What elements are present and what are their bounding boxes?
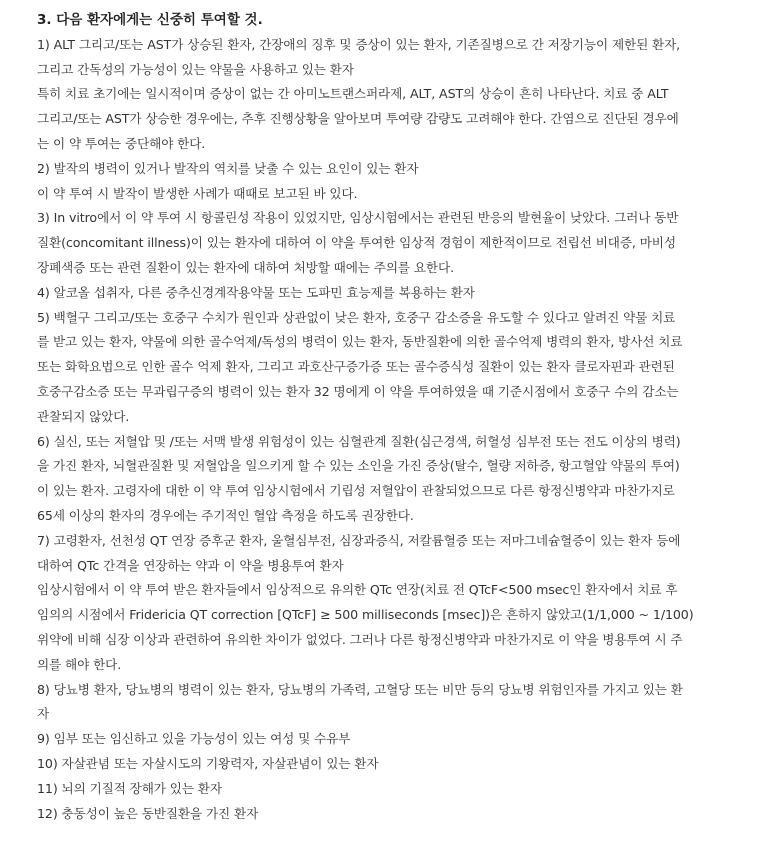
text-line: 임의의 시점에서 Fridericia QT correction [QTcF] ≥ 500 milliseconds [msec])은 흔하지 않았고(1/1,000 ~ 1/100)	[37, 607, 694, 623]
text-line: 자	[37, 706, 50, 722]
text-line: 대하여 QTc 간격을 연장하는 약과 이 약을 병용투여 환자	[37, 557, 344, 573]
text-line: 2) 발작의 병력이 있거나 발작의 역치를 낮출 수 있는 요인이 있는 환자	[37, 160, 419, 176]
text-line: 이 있는 환자. 고령자에 대한 이 약 투여 임상시험에서 기립성 저혈압이 관찰되었으므로 다른 항정신병약과 마찬가지로	[37, 483, 675, 499]
text-line: 또는 화학요법으로 인한 골수 억제 환자, 그리고 과호산구증가증 또는 골수증식성 질환이 있는 환자 클로자핀과 관련된	[37, 359, 675, 375]
text-line: 을 가진 환자, 뇌혈관질환 및 저혈압을 일으키게 할 수 있는 소인을 가진 증상(탈수, 혈량 저하증, 항고혈압 약물의 투여)	[37, 458, 680, 474]
text-line: 8) 당뇨병 환자, 당뇨병의 병력이 있는 환자, 당뇨병의 가족력, 고혈당 또는 비만 등의 당뇨병 위험인자를 가지고 있는 환	[37, 681, 683, 697]
text-line: 의를 해야 한다.	[37, 656, 122, 672]
text-line: 임상시험에서 이 약 투여 받은 환자들에서 임상적으로 유의한 QTc 연장(치료 전 QTcF<500 msec인 환자에서 치료 후	[37, 582, 678, 598]
text-line: 를 받고 있는 환자, 약물에 의한 골수억제/독성의 병력이 있는 환자, 동반질환에 의한 골수억제 병력의 환자, 방사선 치료	[37, 334, 683, 350]
text-line: 7) 고령환자, 선천성 QT 연장 증후군 환자, 울혈심부전, 심장과증식, 저칼륨혈증 또는 저마그네슘혈증이 있는 환자 등에	[37, 532, 681, 548]
text-line: 9) 임부 또는 임신하고 있을 가능성이 있는 여성 및 수유부	[37, 731, 351, 747]
text-line: 5) 백혈구 그리고/또는 호중구 수치가 원인과 상관없이 낮은 환자, 호중구 감소증을 유도할 수 있다고 알려진 약물 치료	[37, 309, 676, 325]
text-line: 는 이 약 투여는 중단해야 한다.	[37, 135, 206, 151]
text-line: 질환(concomitant illness)이 있는 환자에 대하여 이 약을 투여한 임상적 경험이 제한적이므로 전립선 비대증, 마비성	[37, 235, 676, 251]
text-line: 그리고/또는 AST가 상승한 경우에는, 추후 진행상황을 알아보며 투여량 감량도 고려해야 한다. 간염으로 진단된 경우에	[37, 111, 679, 127]
text-line: 그리고 간독성의 가능성이 있는 약물을 사용하고 있는 환자	[37, 61, 354, 77]
text-line: 11) 뇌의 기질적 장해가 있는 환자	[37, 780, 222, 796]
text-line: 장폐색증 또는 관련 질환이 있는 환자에 대하여 처방할 때에는 주의를 요한다.	[37, 259, 454, 275]
text-line: 3) In vitro에서 이 약 투여 시 항콜린성 작용이 있었지만, 임상시험에서는 관련된 반응의 발현율이 낮았다. 그러나 동반	[37, 210, 679, 226]
text-line: 특히 치료 초기에는 일시적이며 증상이 없는 간 아미노트랜스퍼라제, ALT, AST의 상승이 흔히 나타난다. 치료 중 ALT	[37, 86, 669, 102]
text-line: 호중구감소증 또는 무과립구증의 병력이 있는 환자 32 명에게 이 약을 투여하였을 때 기준시점에서 호중구 수의 감소는	[37, 383, 679, 399]
text-line: 65세 이상의 환자의 경우에는 주기적인 혈압 측정을 하도록 권장한다.	[37, 507, 414, 523]
text-line: 6) 실신, 또는 저혈압 및 /또는 서맥 발생 위험성이 있는 심혈관계 질환(심근경색, 허혈성 심부전 또는 전도 이상의 병력)	[37, 433, 681, 449]
section-title: 3. 다음 환자에게는 신중히 투여할 것.	[37, 12, 263, 28]
text-line: 1) ALT 그리고/또는 AST가 상승된 환자, 간장애의 징후 및 증상이 있는 환자, 기존질병으로 간 저장기능이 제한된 환자,	[37, 36, 681, 52]
text-line: 12) 충동성이 높은 동반질환을 가진 환자	[37, 805, 259, 821]
text-line: 10) 자살관념 또는 자살시도의 기왕력자, 자살관념이 있는 환자	[37, 755, 379, 771]
text-line: 이 약 투여 시 발작이 발생한 사례가 때때로 보고된 바 있다.	[37, 185, 358, 201]
text-line: 위약에 비해 심장 이상과 관련하여 유의한 차이가 없었다. 그러나 다른 항정신병약과 마찬가지로 이 약을 병용투여 시 주	[37, 631, 683, 647]
text-line: 4) 알코올 섭취자, 다른 중추신경계작용약물 또는 도파민 효능제를 복용하는 환자	[37, 284, 475, 300]
text-line: 관찰되지 않았다.	[37, 408, 130, 424]
document-lines	[37, 33, 759, 827]
